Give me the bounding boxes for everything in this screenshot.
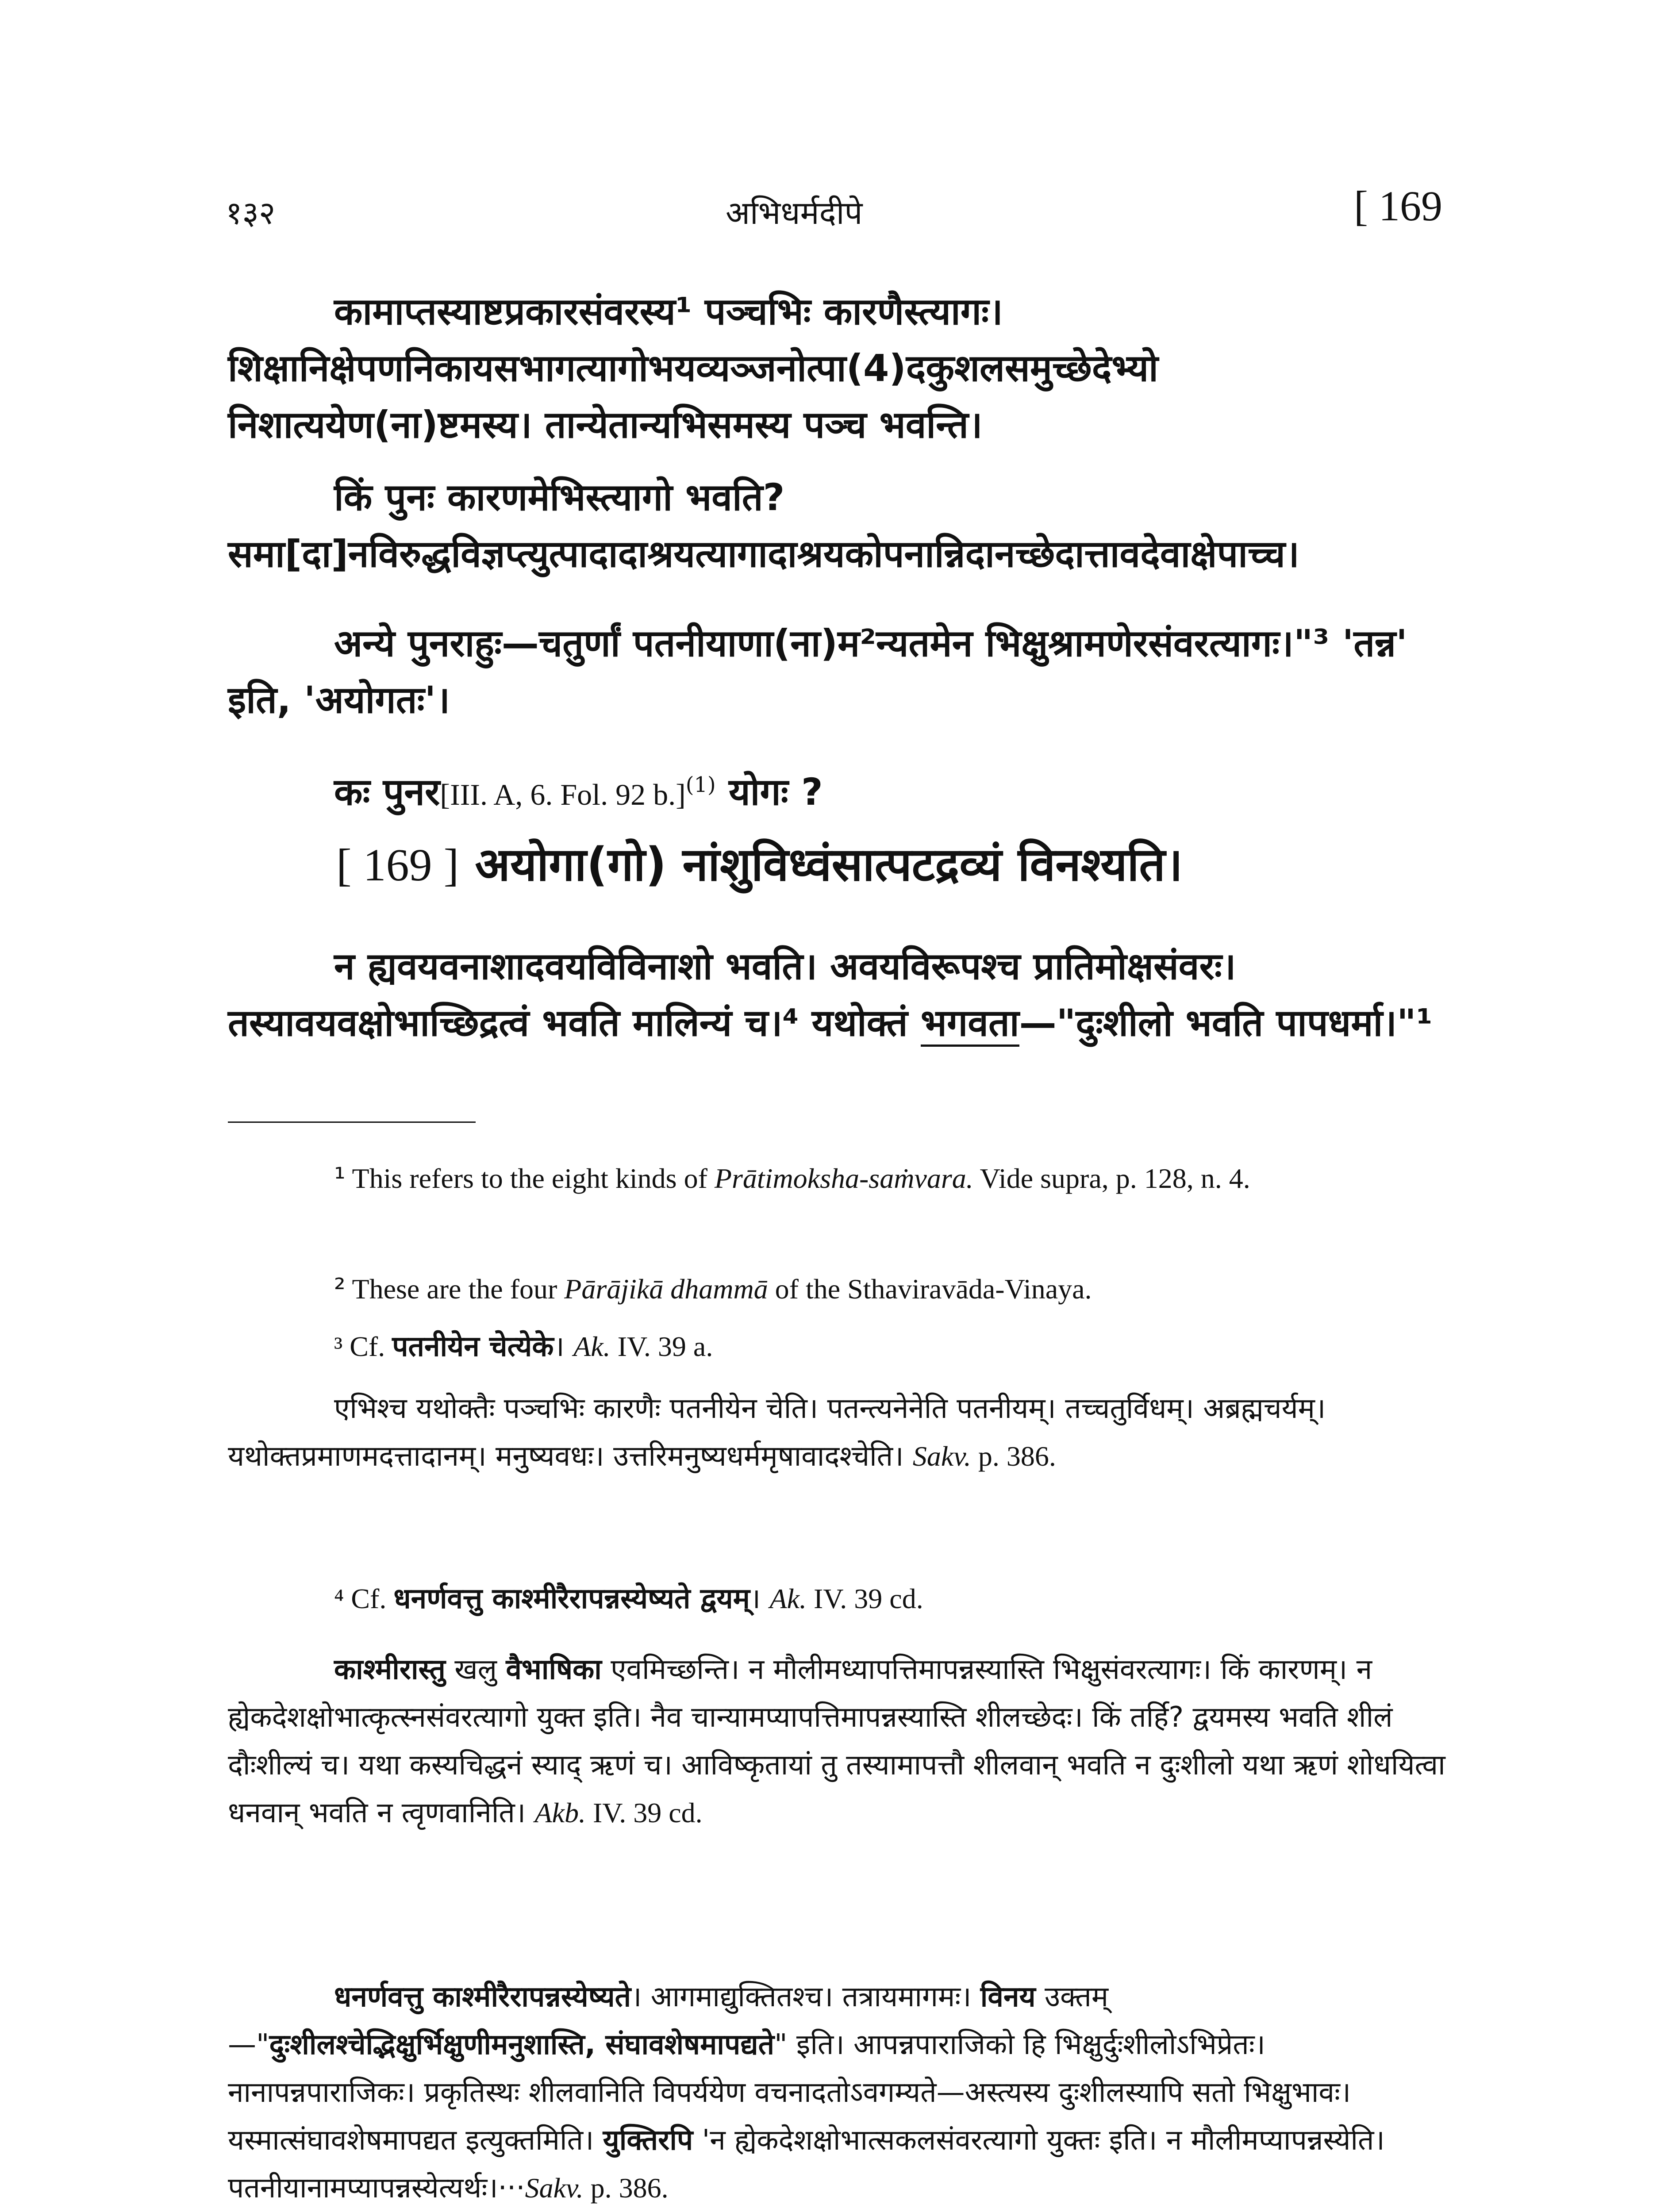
fn1-marker: ¹ [334,1162,346,1195]
fn4-end: IV. 39 cd. [807,1583,923,1614]
fn3-mid: । [553,1330,574,1363]
fn4-p2-b: उक्तम्—" [228,1981,1109,2061]
main-paragraph-4 [228,757,1458,823]
fn4-p2-bold2: विनय [980,1981,1036,2013]
fn4-p1-end: IV. 39 cd. [585,1797,703,1828]
footnote-separator [228,1121,476,1123]
fn4-p1-bold2: वैभाषिका [506,1653,602,1686]
main-paragraph-2: किं पुनः कारणमेभिस्त्यागो भवति? समा[दा]नविरुद्धविज्ञप्त्युत्पादादाश्रयत्यागादाश्रयकोपनान्निदानच्छेदात्तावदेवाक्षेपाच्च। [228,476,1299,576]
main-paragraph-5 [228,938,1458,1051]
karika-verse [336,832,1183,894]
fn4-p2-bold4: युक्तिरपि [603,2124,693,2157]
fn4-p2-italic: Sakv. [525,2172,584,2204]
fn2-end: of the Sthaviravāda-Vinaya. [768,1273,1092,1305]
footnote-3 [228,1323,1458,1371]
para5-text: न ह्यवयवनाशादवयविविनाशो भवति। अवयविरूपश्च प्रातिमोक्षसंवरः। तस्यावयवक्षोभाच्छिद्रत्वं भवति मालिन्यं च।⁴ यथोक्तं [228,945,1236,1045]
fn3-para-end: p. 386. [971,1440,1056,1472]
fn4-p2-c: " इति। आपन्नपाराजिको हि भिक्षुर्दुःशीलोऽभिप्रेतः। नानापन्नपाराजिकः। प्रकृतिस्थः शीलवानिति विपर्ययेण वचनादतोऽवगम्यते—अस्त्यस्य दुःशीलस्यापि सतो भिक्षुभावः। यस्मात्संघावशेषमापद्यत इत्युक्तमिति। [228,2028,1351,2157]
running-title: अभिधर्मदीपे [726,194,863,231]
para5-end: —"दुःशीलो भवति पापधर्मा।"¹ [1019,1001,1433,1045]
footnote-4 [228,1575,1458,1623]
main-paragraph-3: अन्ये पुनराहुः—चतुर्णां पतनीयाणा(ना)म²न्यतमेन भिक्षुश्रामणेरसंवरत्यागः।"³ 'तन्न' इति, 'अयोगतः'। [228,622,1407,722]
footnote-4-paragraph-2 [228,1973,1458,2212]
folio-reference: [III. A, 6. Fol. 92 b.] [440,778,686,811]
fn3-label: ³ Cf. [334,1331,392,1362]
footnote-1 [228,1155,1458,1202]
underlined-word: भगवता [921,1001,1019,1047]
footnote-2 [228,1265,1458,1313]
fn4-p1-italic: Akb. [534,1797,586,1828]
fn4-italic: Ak. [769,1583,807,1614]
fn3-italic: Ak. [573,1331,611,1362]
folio-footnote-marker: (1) [685,772,716,797]
section-marker: [ 169 [1354,182,1442,230]
fn4-p2-d: 'न ह्येकदेशक्षोभात्सकलसंवरत्यागो युक्तः इति। न मौलीमप्यापन्नस्येति। पतनीयानामप्यापन्नस्येत्यर्थः।··· [228,2124,1385,2204]
fn3-end: IV. 39 a. [610,1331,713,1362]
para4-end: योगः ? [715,770,823,814]
fn1-italic: Prātimoksha-saṁvara. [714,1163,973,1194]
footnote-3-paragraph [228,1385,1458,1480]
fn4-p2-bold3: दुःशीलश्चेद्भिक्षुर्भिक्षुणीमनुशास्ति, संघावशेषमापद्यते [269,2028,775,2061]
fn4-label: ⁴ Cf. [334,1583,394,1614]
fn4-p1-bold1: काश्मीरास्तु [334,1653,446,1686]
fn4-p2-a: । आगमाद्युक्तितश्च। तत्रायमागमः। [631,1981,980,2013]
fn3-bold: पतनीयेन चेत्येके [392,1330,554,1363]
fn4-p2-bold1: धनर्णवत्तु काश्मीरैरापन्नस्येष्यते [334,1981,631,2013]
fn3-para: एभिश्च यथोक्तैः पञ्चभिः कारणैः पतनीयेन चेति। पतन्त्यनेनेति पतनीयम्। तच्चतुर्विधम्। अब्रह्मचर्यम्। यथोक्तप्रमाणमदत्तादानम्। मनुष्यवधः। उत्तरिमनुष्यधर्ममृषावादश्चेति। [228,1392,1326,1473]
verse-number: [ 169 ] [336,840,459,891]
fn3-para-italic: Sakv. [912,1440,971,1472]
fn2-text: These are the four [345,1273,565,1305]
page-number-devanagari: १३२ [226,194,276,231]
fn4-p2-end: p. 386. [583,2172,669,2204]
fn4-p1-b: एवमिच्छन्ति। न मौलीमध्यापत्तिमापन्नस्यास्ति भिक्षुसंवरत्यागः। किं कारणम्। न ह्येकदेशक्षोभात्कृत्स्नसंवरत्यागो युक्त इति। नैव चान्यामप्यापत्तिमापन्नस्यास्ति शीलच्छेदः। किं तर्हि? द्वयमस्य भवति शीलं दौःशील्यं च। यथा कस्यचिद्धनं स्याद् ऋणं च। आविष्कृतायां तु तस्यामापत्तौ शीलवान् भवति न दुःशीलो यथा ऋणं शोधयित्वा धनवान् भवति न त्वृणवानिति। [228,1653,1445,1829]
para4-devanagari: कः पुनर [334,770,440,814]
main-paragraph-1: कामाप्तस्याष्टप्रकारसंवरस्य¹ पञ्चभिः कारणैस्त्यागः। शिक्षानिक्षेपणनिकायसभागत्यागोभयव्यञ्जनोत्पा(4)दकुशलसमुच्छेदेभ्यो निशात्ययेण(ना)ष्टमस्य। तान्येतान्यभिसमस्य पञ्च भवन्ति। [228,290,1158,446]
fn1-text: This refers to the eight kinds of [345,1163,715,1194]
fn4-p1-a: खलु [445,1653,506,1686]
fn4-mid: । [750,1582,770,1615]
fn4-bold: धनर्णवत्तु काश्मीरैरापन्नस्येष्यते द्वयम् [393,1582,750,1615]
fn2-italic: Pārājikā dhammā [564,1273,768,1305]
fn2-marker: ² [334,1273,346,1306]
footnote-4-paragraph-1 [228,1646,1458,1837]
verse-text: अयोगा(गो) नांशुविध्वंसात्पटद्रव्यं विनश्यति। [475,837,1183,891]
fn1-end: Vide supra, p. 128, n. 4. [973,1163,1250,1194]
